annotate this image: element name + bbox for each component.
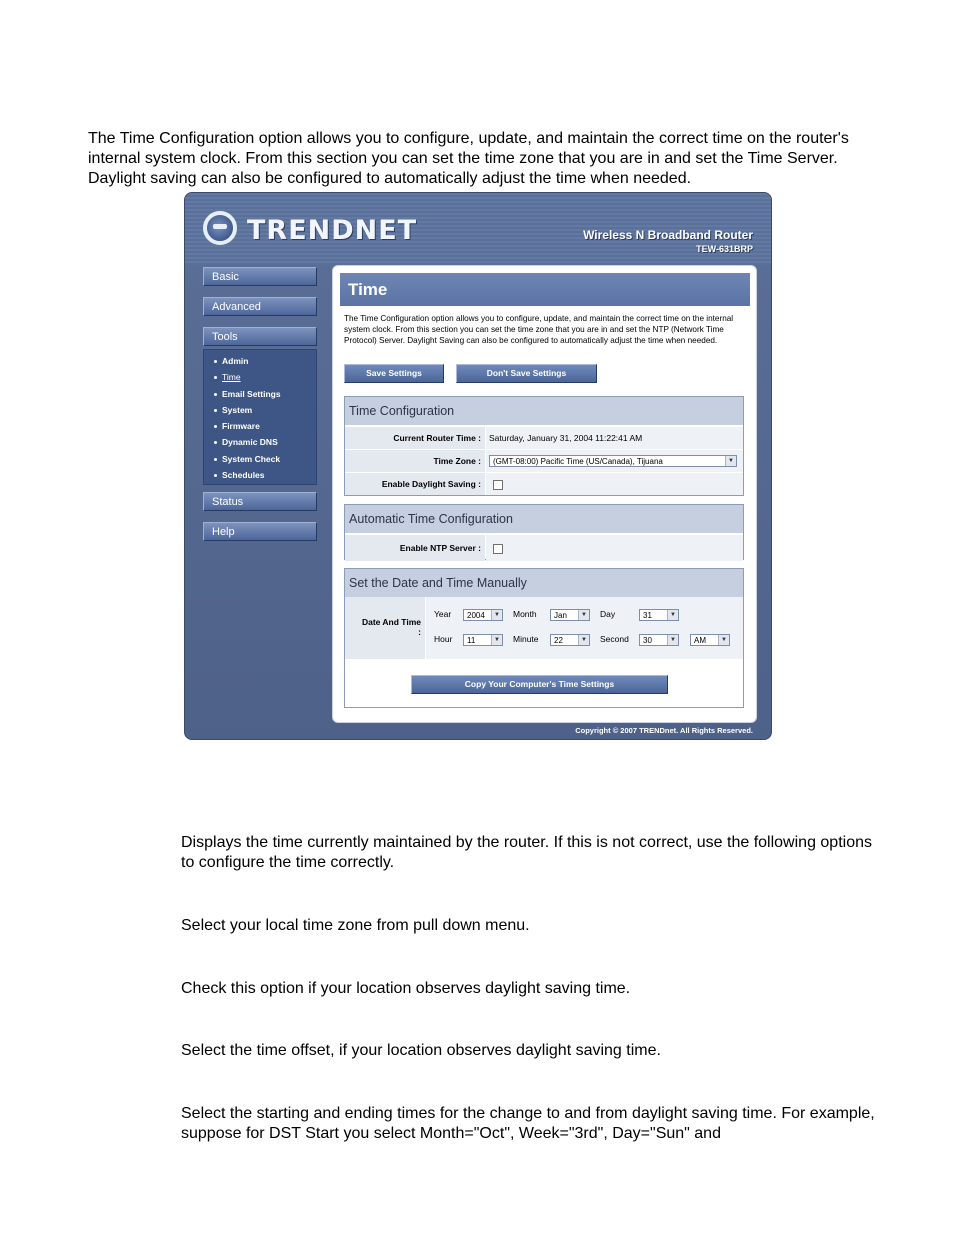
nav-help-button[interactable]: Help — [203, 522, 317, 541]
bullet-icon — [214, 458, 217, 461]
section-heading: Automatic Time Configuration — [345, 505, 743, 534]
minute-select[interactable]: 22 ▼ — [550, 634, 590, 646]
chevron-down-icon: ▼ — [667, 610, 678, 620]
automatic-time-section — [344, 504, 744, 560]
nav-basic-button[interactable]: Basic — [203, 267, 317, 286]
section-heading: Set the Date and Time Manually — [345, 569, 743, 598]
section-heading: Time Configuration — [345, 397, 743, 426]
page-description: The Time Configuration option allows you to configure, update, and maintain the correct time on the internal system clock. From this section you can set the time zone that you are in and set the NTP (Network Time Protocol) Server. Daylight Saving can also be configured to automatically adjust the time when needed. — [344, 314, 734, 345]
chevron-down-icon: ▼ — [491, 610, 502, 620]
ntp-row — [345, 534, 743, 561]
description-daylight-saving: Check this option if your location observes daylight saving time. — [181, 980, 631, 997]
hour-label: Hour — [434, 634, 453, 644]
nav-tools-button[interactable]: Tools — [203, 327, 317, 346]
description-dst-start-end: Select the starting and ending times for the change to and from daylight saving time. For example, suppose for DST Start you select Month="Oct", Week="3rd", Day="Sun" and — [181, 1105, 875, 1142]
year-select[interactable]: 2004 ▼ — [463, 609, 503, 621]
description-time-zone: Select your local time zone from pull down menu. — [181, 917, 530, 934]
chevron-down-icon: ▼ — [578, 610, 589, 620]
chevron-down-icon: ▼ — [578, 635, 589, 645]
day-select[interactable]: 31 ▼ — [639, 609, 679, 621]
bullet-icon — [214, 393, 217, 396]
brand-logo-text: TRENDNET — [247, 215, 418, 246]
intro-paragraph: The Time Configuration option allows you to configure, update, and maintain the correct time on the router's internal system clock. From this section you can set the time zone that you are in and set the Time Server. Daylight saving can also be configured to automatically adjust the time when needed. — [88, 130, 849, 187]
save-settings-button[interactable]: Save Settings — [344, 364, 444, 383]
time-zone-label: Time Zone : — [345, 450, 485, 472]
description-current-time: Displays the time currently maintained by the router. If this is not correct, use the following options to configure the time correctly. — [181, 834, 872, 871]
nav-status-button[interactable]: Status — [203, 492, 317, 511]
daylight-saving-checkbox[interactable] — [493, 480, 503, 490]
day-label: Day — [600, 609, 616, 619]
month-label: Month — [513, 609, 537, 619]
tools-item-email-settings[interactable]: Email Settings — [214, 389, 281, 399]
nav-advanced-button[interactable]: Advanced — [203, 297, 317, 316]
time-zone-select[interactable]: (GMT-08:00) Pacific Time (US/Canada), Tijuana ▼ — [489, 455, 737, 467]
chevron-down-icon: ▼ — [718, 635, 729, 645]
time-zone-row — [345, 449, 743, 472]
manual-time-section — [344, 568, 744, 708]
daylight-row — [345, 472, 743, 495]
second-label: Second — [600, 634, 629, 644]
copy-computer-time-button[interactable]: Copy Your Computer's Time Settings — [411, 675, 668, 694]
chevron-down-icon: ▼ — [667, 635, 678, 645]
ntp-cell — [486, 535, 743, 561]
time-zone-cell — [486, 450, 743, 472]
tools-item-schedules[interactable]: Schedules — [214, 470, 265, 480]
dont-save-settings-button[interactable]: Don't Save Settings — [456, 364, 597, 383]
ntp-server-checkbox[interactable] — [493, 544, 503, 554]
tools-item-admin[interactable]: Admin — [214, 356, 248, 366]
year-label: Year — [434, 609, 452, 619]
router-screenshot — [184, 192, 772, 740]
tools-item-firmware[interactable]: Firmware — [214, 421, 260, 431]
router-copyright: Copyright © 2007 TRENDnet. All Rights Reserved. — [575, 726, 753, 735]
router-header — [185, 193, 771, 265]
minute-label: Minute — [513, 634, 539, 644]
ampm-select[interactable]: AM ▼ — [690, 634, 730, 646]
current-time-row — [345, 426, 743, 449]
tools-item-dynamic-dns[interactable]: Dynamic DNS — [214, 437, 278, 447]
ntp-label: Enable NTP Server : — [345, 535, 485, 561]
daylight-label: Enable Daylight Saving : — [345, 473, 485, 495]
description-time-offset: Select the time offset, if your location observes daylight saving time. — [181, 1042, 661, 1059]
time-configuration-section — [344, 396, 744, 496]
second-select[interactable]: 30 ▼ — [639, 634, 679, 646]
chevron-down-icon: ▼ — [491, 635, 502, 645]
bullet-icon — [214, 376, 217, 379]
content-panel — [332, 265, 757, 723]
tools-submenu — [203, 349, 317, 485]
bullet-icon — [214, 360, 217, 363]
date-time-fields — [426, 597, 743, 659]
bullet-icon — [214, 441, 217, 444]
model-number: TEW-631BRP — [696, 244, 753, 254]
bullet-icon — [214, 425, 217, 428]
product-name: Wireless N Broadband Router — [583, 228, 753, 242]
bullet-icon — [214, 409, 217, 412]
tools-item-time[interactable]: Time — [214, 372, 241, 382]
date-time-label: Date And Time : — [361, 617, 421, 637]
daylight-cell — [486, 473, 743, 495]
current-time-value: Saturday, January 31, 2004 11:22:41 AM — [486, 427, 743, 449]
current-time-label: Current Router Time : — [345, 427, 485, 449]
hour-select[interactable]: 11 ▼ — [463, 634, 503, 646]
date-time-label-cell — [345, 597, 425, 659]
page-title: Time — [340, 273, 750, 306]
chevron-down-icon: ▼ — [725, 456, 736, 466]
month-select[interactable]: Jan ▼ — [550, 609, 590, 621]
bullet-icon — [214, 474, 217, 477]
tools-item-system[interactable]: System — [214, 405, 252, 415]
trendnet-logo-icon — [203, 211, 237, 245]
tools-item-system-check[interactable]: System Check — [214, 454, 280, 464]
